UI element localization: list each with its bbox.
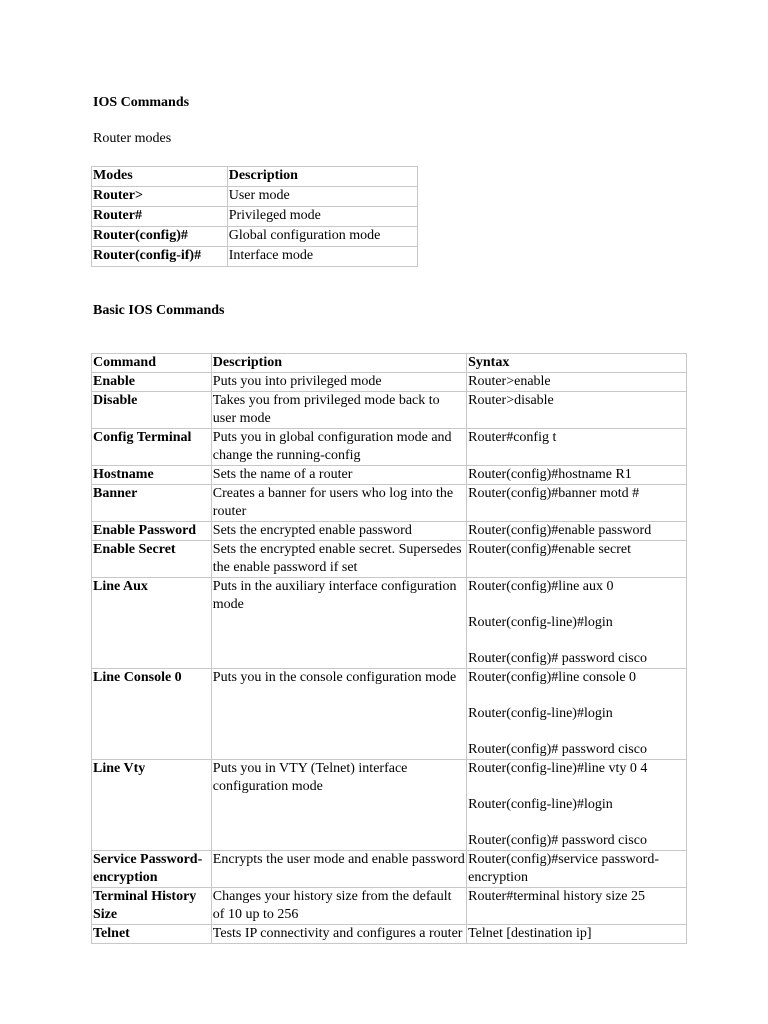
command-cell: Line Vty — [92, 760, 212, 851]
table-row — [92, 207, 418, 227]
command-cell: Terminal History Size — [92, 888, 212, 925]
table-row — [92, 578, 687, 669]
syntax-cell — [467, 429, 687, 466]
command-cell: Enable Password — [92, 522, 212, 541]
header-command: Command — [92, 354, 212, 373]
table-row — [92, 373, 687, 392]
syntax-cell — [467, 522, 687, 541]
mode-cell: Router(config-if)# — [92, 247, 228, 267]
description-cell: Sets the name of a router — [211, 466, 466, 485]
syntax-line: Router(config)#banner motd # — [468, 486, 640, 501]
syntax-cell — [467, 925, 687, 944]
table-header-row — [92, 354, 687, 373]
description-cell: Puts you in the console configuration mode — [211, 669, 466, 760]
mode-cell: Router(config)# — [92, 227, 228, 247]
syntax-line: Router>disable — [468, 393, 554, 408]
description-cell: Puts you into privileged mode — [211, 373, 466, 392]
table-row — [92, 888, 687, 925]
mode-description-cell: User mode — [227, 187, 417, 207]
syntax-line: Router(config)#hostname R1 — [468, 467, 632, 482]
syntax-line — [468, 778, 685, 796]
syntax-line: Router(config)# password cisco — [468, 651, 647, 666]
mode-cell: Router> — [92, 187, 228, 207]
description-cell: Tests IP connectivity and configures a router — [211, 925, 466, 944]
table-row — [92, 760, 687, 851]
commands-table-body — [92, 373, 687, 944]
syntax-line: Router(config-line)#login — [468, 797, 613, 812]
syntax-cell — [467, 392, 687, 429]
table-row — [92, 541, 687, 578]
table-row — [92, 466, 687, 485]
syntax-line — [468, 596, 685, 614]
table-row — [92, 429, 687, 466]
table-row — [92, 669, 687, 760]
syntax-line: Telnet [destination ip] — [468, 926, 592, 941]
mode-description-cell: Privileged mode — [227, 207, 417, 227]
table-row — [92, 851, 687, 888]
description-cell: Encrypts the user mode and enable password — [211, 851, 466, 888]
description-cell: Changes your history size from the default of 10 up to 256 — [211, 888, 466, 925]
description-cell: Puts you in VTY (Telnet) interface configuration mode — [211, 760, 466, 851]
syntax-cell — [467, 888, 687, 925]
table-row — [92, 227, 418, 247]
syntax-cell — [467, 466, 687, 485]
syntax-line — [468, 723, 685, 741]
syntax-cell — [467, 760, 687, 851]
syntax-line: Router>enable — [468, 374, 551, 389]
header-syntax: Syntax — [467, 354, 687, 373]
mode-cell: Router# — [92, 207, 228, 227]
syntax-cell — [467, 669, 687, 760]
mode-description-cell: Global configuration mode — [227, 227, 417, 247]
command-cell: Line Console 0 — [92, 669, 212, 760]
document-title: IOS Commands — [93, 95, 190, 110]
syntax-line: Router#config t — [468, 430, 557, 445]
command-cell: Enable Secret — [92, 541, 212, 578]
syntax-line — [468, 632, 685, 650]
syntax-line — [468, 687, 685, 705]
table-row — [92, 247, 418, 267]
syntax-line: Router(config)#line aux 0 — [468, 579, 614, 594]
description-cell: Sets the encrypted enable password — [211, 522, 466, 541]
syntax-line: Router(config)#service password-encryption — [468, 852, 659, 885]
table-row — [92, 925, 687, 944]
syntax-cell — [467, 373, 687, 392]
syntax-line: Router(config)# password cisco — [468, 742, 647, 757]
syntax-line: Router(config-line)#line vty 0 4 — [468, 761, 648, 776]
syntax-line: Router(config)#line console 0 — [468, 670, 637, 685]
router-modes-heading: Router modes — [93, 131, 172, 146]
syntax-cell — [467, 485, 687, 522]
router-modes-table — [91, 166, 418, 267]
syntax-line — [468, 814, 685, 832]
basic-ios-commands-heading: Basic IOS Commands — [93, 303, 225, 318]
command-cell: Line Aux — [92, 578, 212, 669]
table-row — [92, 522, 687, 541]
command-cell: Hostname — [92, 466, 212, 485]
command-cell: Disable — [92, 392, 212, 429]
command-cell: Enable — [92, 373, 212, 392]
mode-description-cell: Interface mode — [227, 247, 417, 267]
syntax-cell — [467, 578, 687, 669]
table-row — [92, 392, 687, 429]
syntax-line: Router(config)#enable password — [468, 523, 652, 538]
syntax-cell — [467, 851, 687, 888]
basic-ios-commands-table — [91, 353, 687, 944]
description-cell: Takes you from privileged mode back to user mode — [211, 392, 466, 429]
command-cell: Config Terminal — [92, 429, 212, 466]
header-description: Description — [211, 354, 466, 373]
description-cell: Sets the encrypted enable secret. Supersedes the enable password if set — [211, 541, 466, 578]
command-cell: Telnet — [92, 925, 212, 944]
syntax-cell — [467, 541, 687, 578]
syntax-line: Router#terminal history size 25 — [468, 889, 646, 904]
syntax-line: Router(config-line)#login — [468, 706, 613, 721]
table-header-row — [92, 167, 418, 187]
description-cell: Creates a banner for users who log into the router — [211, 485, 466, 522]
command-cell: Service Password-encryption — [92, 851, 212, 888]
table-row — [92, 187, 418, 207]
description-cell: Puts in the auxiliary interface configuration mode — [211, 578, 466, 669]
syntax-line: Router(config)# password cisco — [468, 833, 647, 848]
description-cell: Puts you in global configuration mode and change the running-config — [211, 429, 466, 466]
table-row — [92, 485, 687, 522]
header-description: Description — [227, 167, 417, 187]
command-cell: Banner — [92, 485, 212, 522]
syntax-line: Router(config)#enable secret — [468, 542, 631, 557]
syntax-line: Router(config-line)#login — [468, 615, 613, 630]
header-modes: Modes — [92, 167, 228, 187]
